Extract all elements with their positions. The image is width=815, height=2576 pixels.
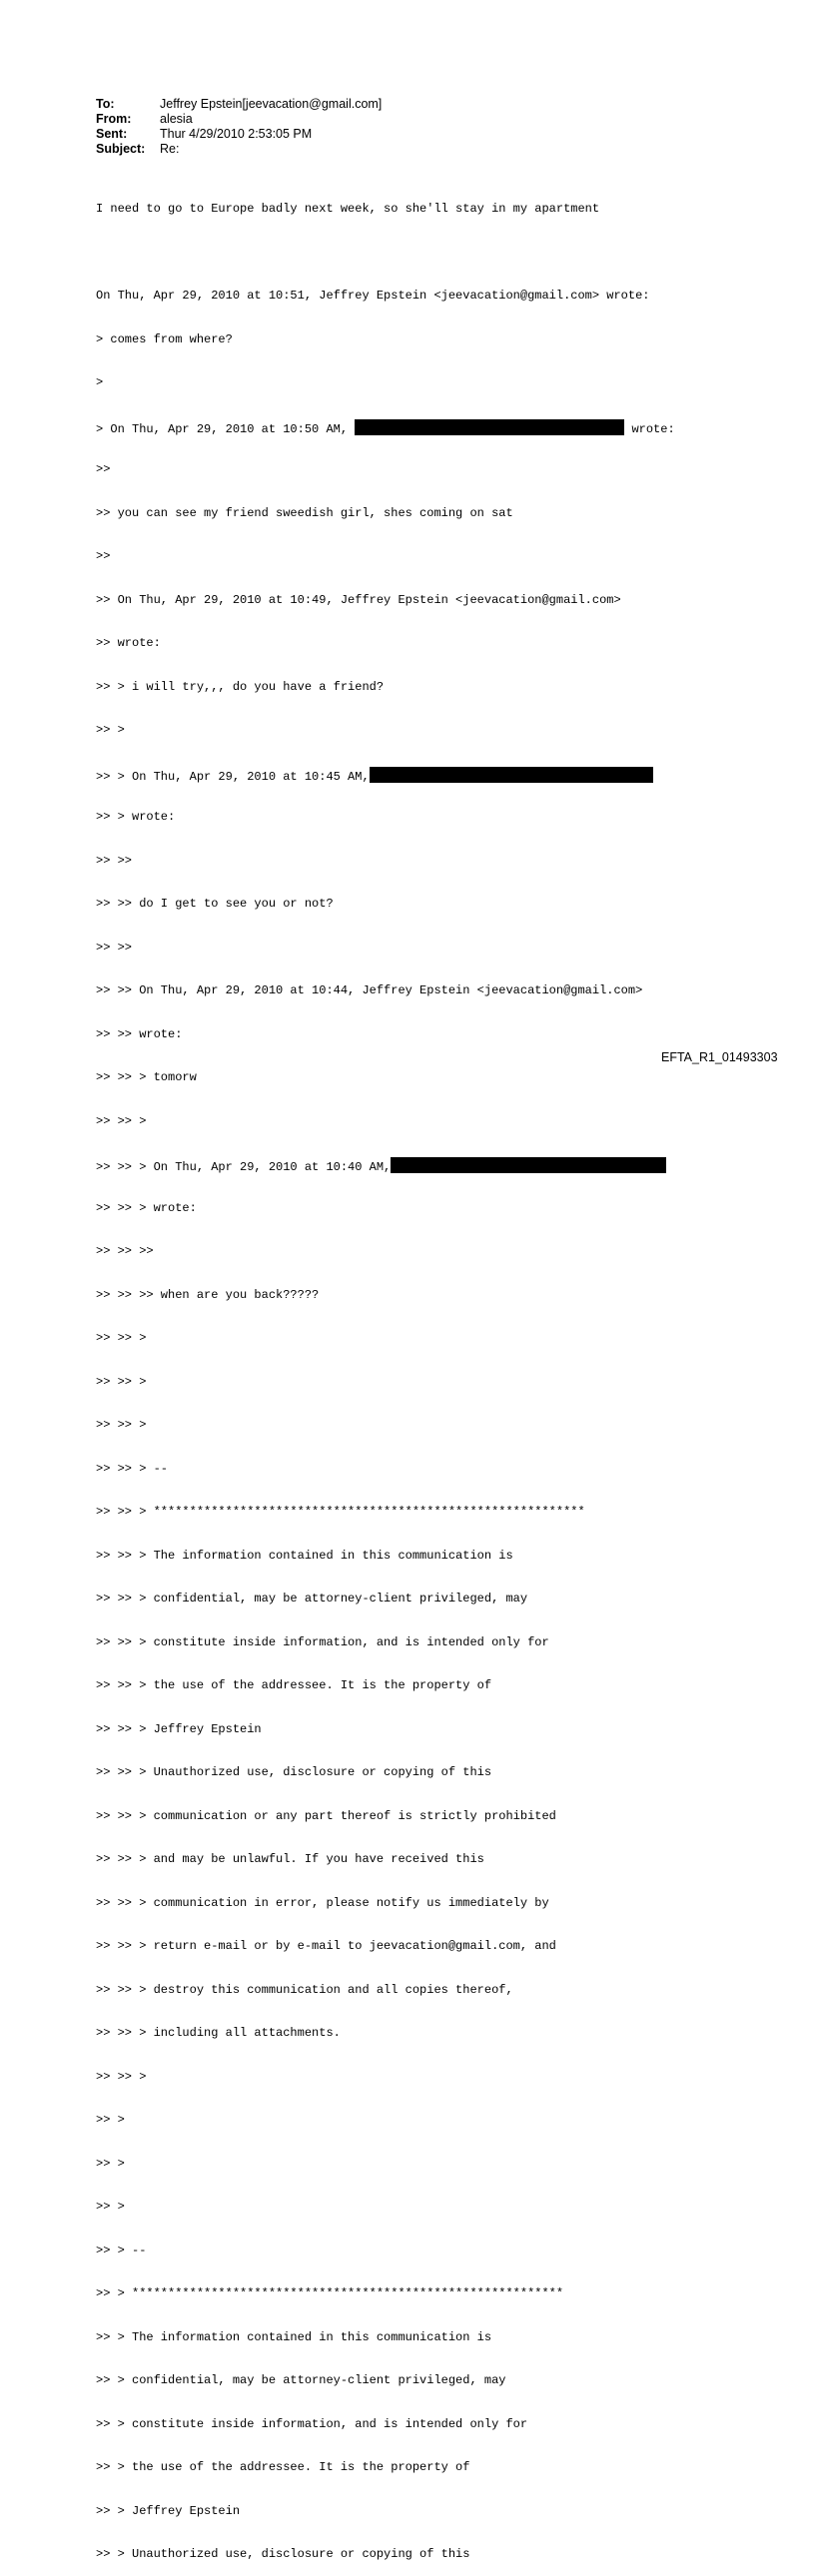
quoted-line: >> > the use of the addressee. It is the property of [96,2460,470,2474]
document-id: EFTA_R1_01493303 [661,1050,778,1064]
to-value: Jeffrey Epstein[jeevacation@gmail.com] [160,97,383,111]
from-row [96,112,382,127]
quoted-line: >> >> > wrote: [96,1200,197,1215]
quoted-line: >> >> > ************************************************************ [96,1505,585,1519]
quoted-line: >> >> [96,853,133,868]
quoted-line: On Thu, Apr 29, 2010 at 10:51, Jeffrey Epstein <jeevacation@gmail.com> wrote: [96,289,650,303]
quoted-line-text: >> > On Thu, Apr 29, 2010 at 10:45 AM, [96,769,370,784]
quoted-line: >> >> > [96,1113,147,1128]
quoted-line: >> >> >> [96,1244,154,1258]
email-header [96,97,382,157]
wrote-suffix: wrote: [624,421,675,436]
quoted-line-redacted [96,767,675,782]
quoted-line: >> >> > communication in error, please notify us immediately by [96,1895,549,1910]
redaction-bar [355,419,624,435]
quoted-line: >> >> > [96,1331,147,1345]
quoted-line-text: >> >> > On Thu, Apr 29, 2010 at 10:40 AM, [96,1160,392,1174]
quoted-line: >> >> > -- [96,1461,169,1476]
quoted-line: >> > [96,2113,125,2127]
redaction-bar [391,1157,666,1173]
quoted-line: >> you can see my friend sweedish girl, shes coming on sat [96,505,513,520]
quoted-line: >> [96,462,111,476]
quoted-line: >> >> > communication or any part thereof is strictly prohibited [96,1808,556,1823]
quoted-line: >> >> do I get to see you or not? [96,897,334,911]
quoted-line: >> >> On Thu, Apr 29, 2010 at 10:44, Jeffrey Epstein <jeevacation@gmail.com> [96,983,643,997]
to-label: To: [96,97,115,111]
quoted-line-redacted [96,419,675,434]
quoted-line: >> >> > including all attachments. [96,2026,341,2040]
quoted-line: >> >> > [96,1418,147,1432]
subject-row [96,142,382,157]
from-label: From: [96,112,132,126]
to-row [96,97,382,112]
quoted-line: >> > [96,2156,125,2171]
quoted-line: >> >> [96,940,133,955]
quoted-line: >> > Jeffrey Epstein [96,2503,241,2518]
redaction-bar [370,767,653,783]
message-line: I need to go to Europe badly next week, so she'll stay in my apartment [96,202,600,216]
quoted-line: >> [96,549,111,563]
quoted-line: >> > The information contained in this communication is [96,2329,492,2344]
quoted-line: >> > constitute inside information, and is intended only for [96,2416,528,2431]
subject-label: Subject: [96,142,146,156]
quoted-line: >> >> > Jeffrey Epstein [96,1721,262,1736]
quoted-line: >> >> > and may be unlawful. If you have received this [96,1852,484,1866]
quoted-line: >> > [96,2200,125,2214]
quoted-line: >> >> >> when are you back????? [96,1287,320,1302]
quoted-line: >> >> > the use of the addressee. It is the property of [96,1678,492,1692]
sent-row [96,127,382,142]
quoted-line: >> >> > [96,1374,147,1389]
quoted-line-redacted [96,1157,675,1172]
quoted-line: > [96,375,104,389]
subject-value: Re: [160,142,180,156]
quoted-line: >> >> > Unauthorized use, disclosure or copying of this [96,1765,492,1779]
quoted-line: >> > Unauthorized use, disclosure or copying of this [96,2547,470,2561]
quoted-line-text: > On Thu, Apr 29, 2010 at 10:50 AM, [96,421,356,436]
quoted-line: >> >> > destroy this communication and all copies thereof, [96,1982,513,1997]
quoted-line: >> > confidential, may be attorney-client privileged, may [96,2373,506,2387]
quoted-line: >> >> > confidential, may be attorney-client privileged, may [96,1592,528,1606]
sent-value: Thur 4/29/2010 2:53:05 PM [160,127,313,141]
quoted-line: >> >> > [96,2069,147,2084]
quoted-line: >> >> > The information contained in this communication is [96,1548,513,1563]
quoted-line: >> wrote: [96,636,161,650]
quoted-line: >> >> > tomorw [96,1070,197,1084]
quoted-line: >> > [96,723,125,737]
sent-label: Sent: [96,127,128,141]
quoted-line: > comes from where? [96,331,233,346]
quoted-line: >> > wrote: [96,810,176,824]
quoted-line: >> > ************************************************************ [96,2286,564,2300]
quoted-line: >> > i will try,,, do you have a friend? [96,679,385,694]
quoted-line: >> >> > constitute inside information, and is intended only for [96,1634,549,1649]
quoted-line: >> > -- [96,2243,147,2257]
email-body [96,173,675,2576]
quoted-line: >> >> wrote: [96,1026,183,1041]
blank-line [96,246,675,261]
from-value: alesia [160,112,193,126]
quoted-line: >> >> > return e-mail or by e-mail to jeevacation@gmail.com, and [96,1939,556,1953]
quoted-line: >> On Thu, Apr 29, 2010 at 10:49, Jeffrey Epstein <jeevacation@gmail.com> [96,592,621,607]
